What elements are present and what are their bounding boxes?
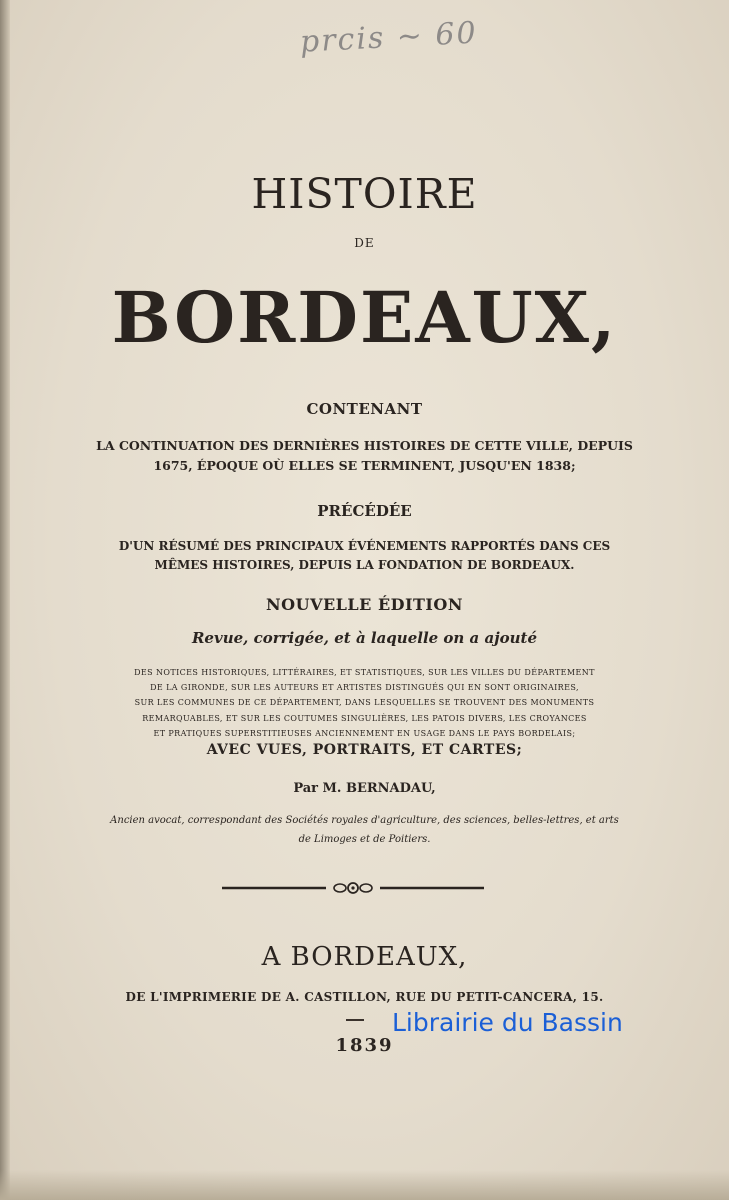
- ornamental-rule: [222, 878, 484, 898]
- handwritten-note: prcis ~ 60: [299, 15, 479, 60]
- precedee-heading: PRÉCÉDÉE: [317, 502, 412, 520]
- author-credentials-line-1: Ancien avocat, correspondant des Sociétés royales d'agriculture, des sciences, belles-lettres, et arts: [110, 815, 619, 826]
- title-bordeaux: BORDEAUX,: [111, 276, 618, 359]
- contenant-heading: CONTENANT: [306, 400, 423, 418]
- notices-paragraph: DES NOTICES HISTORIQUES, LITTÉRAIRES, ET STATISTIQUES, SUR LES VILLES DU DÉPARTEMENT DE LA GIRONDE, SUR LES AUTEURS ET ARTISTES DISTINGUÉS QUI EN SONT ORIGINAIRES, SUR LES COMMUNES DE CE DÉPARTEMENT, DANS LESQUELLES SE TROUVENT DES MONUMENTS REMARQUABLES, ET SUR LES COUTUMES SINGULIÈRES, LES PATOIS DIVERS, LES CROYANCES ET PRATIQUES SUPERSTITIEUSES ANCIENNEMENT EN USAGE DANS LE PAYS BORDELAIS;: [134, 668, 595, 738]
- imprint-place: A BORDEAUX,: [261, 942, 468, 972]
- page-edge-bottom: [0, 1170, 729, 1200]
- author-credentials-line-2: de Limoges et de Poitiers.: [298, 834, 431, 845]
- avec-vues-line: AVEC VUES, PORTRAITS, ET CARTES;: [206, 742, 523, 758]
- title-histoire: HISTOIRE: [251, 170, 478, 218]
- title-de: DE: [354, 236, 375, 250]
- contenant-line-1: LA CONTINUATION DES DERNIÈRES HISTOIRES DE CETTE VILLE, DEPUIS: [96, 438, 633, 453]
- imprint-divider: [346, 1019, 364, 1021]
- watermark-text: Librairie du Bassin: [392, 1008, 623, 1037]
- revue-line: Revue, corrigée, et à laquelle on a ajouté: [191, 629, 538, 647]
- imprint-year: 1839: [335, 1035, 394, 1056]
- author-line: Par M. BERNADAU,: [293, 781, 436, 796]
- imprint-printer: DE L'IMPRIMERIE DE A. CASTILLON, RUE DU PETIT-CANCERA, 15.: [125, 990, 604, 1004]
- precedee-line-2: MÊMES HISTOIRES, DEPUIS LA FONDATION DE BORDEAUX.: [154, 558, 575, 572]
- precedee-line-1: D'UN RÉSUMÉ DES PRINCIPAUX ÉVÉNEMENTS RAPPORTÉS DANS CES: [118, 539, 611, 553]
- nouvelle-edition: NOUVELLE ÉDITION: [266, 595, 463, 614]
- contenant-line-2: 1675, ÉPOQUE OÙ ELLES SE TERMINENT, JUSQU'EN 1838;: [153, 458, 576, 473]
